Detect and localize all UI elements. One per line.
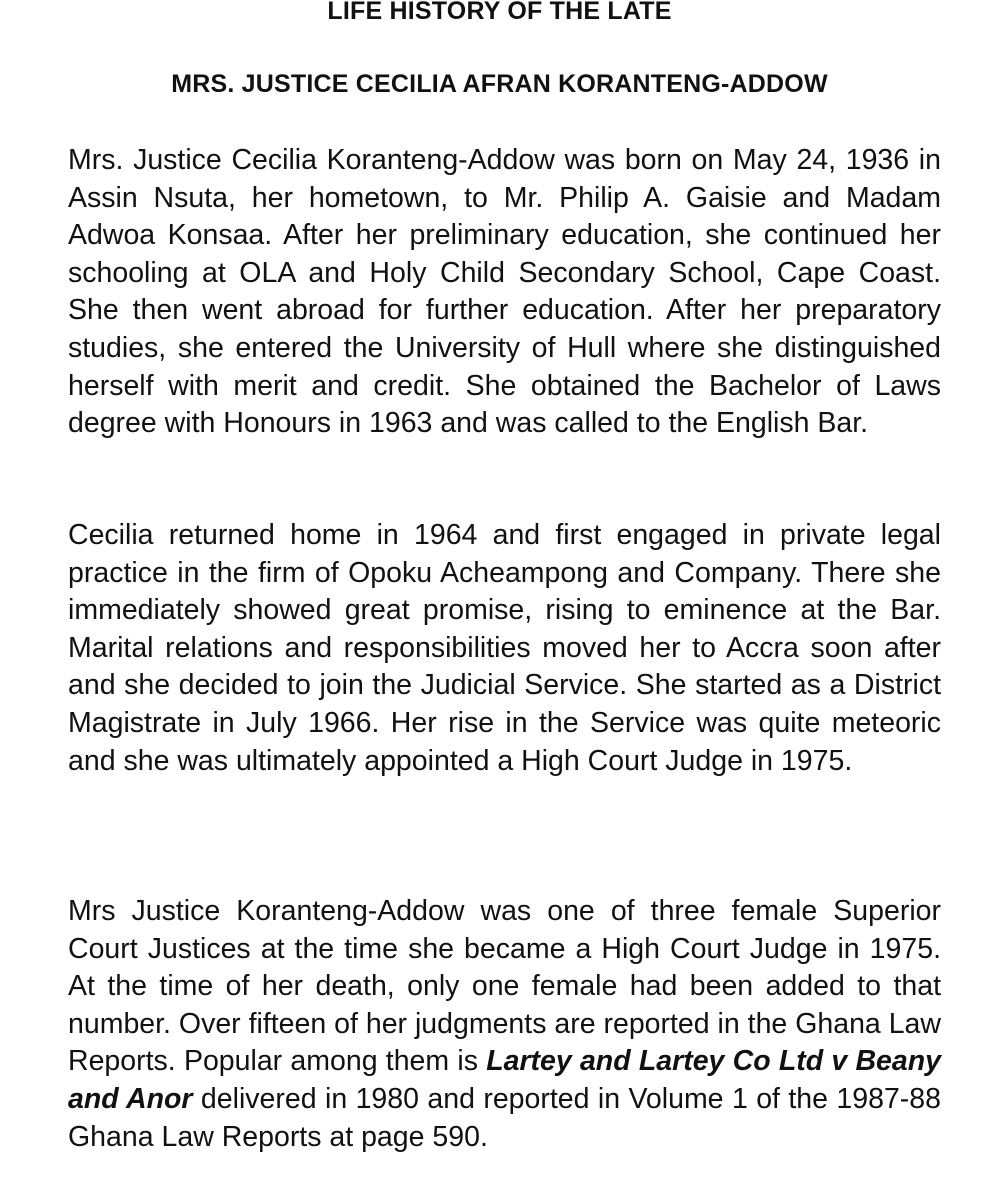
case-name: Lartey and Lartey Co Ltd v Beany and Anor (68, 1045, 942, 1115)
paragraph-early-life: Mrs. Justice Cecilia Koranteng-Addow was born on May 24, 1936 in Assin Nsuta, her hometown, to Mr. Philip A. Gaisie and Madam Adwoa Konsaa. After her preliminary education, she continued her schooling at OLA and Holy Child Secondary School, Cape Coast. She then went abroad for further education. After her preparatory studies, she entered the University of Hull where she distinguished herself with merit and credit. She obtained the Bachelor of Laws degree with Honours in 1963 and was called to the English Bar. (68, 144, 941, 440)
paragraph-judicial-record (68, 893, 941, 1156)
document-title-line-1: LIFE HISTORY OF THE LATE (327, 0, 672, 25)
paragraph-judicial-record-text-before: Mrs Justice Koranteng-Addow was one of three female Superior Court Justices at the time she became a High Court Judge in 1975. At the time of her death, only one female had been added to that number. Over fifteen of her judgments are reported in the Ghana Law Reports. Popular among them is (68, 895, 941, 1078)
document-title-line-2: MRS. JUSTICE CECILIA AFRAN KORANTENG-ADDOW (171, 70, 828, 98)
paragraph-legal-career: Cecilia returned home in 1964 and first engaged in private legal practice in the firm of Opoku Acheampong and Company. There she immediately showed great promise, rising to eminence at the Bar. Marital relations and responsibilities moved her to Accra soon after and she decided to join the Judicial Service. She started as a District Magistrate in July 1966. Her rise in the Service was quite meteoric and she was ultimately appointed a High Court Judge in 1975. (68, 519, 941, 777)
paragraph-judicial-record-text-after: delivered in 1980 and reported in Volume 1 of the 1987-88 Ghana Law Reports at page 590. (68, 1082, 941, 1153)
